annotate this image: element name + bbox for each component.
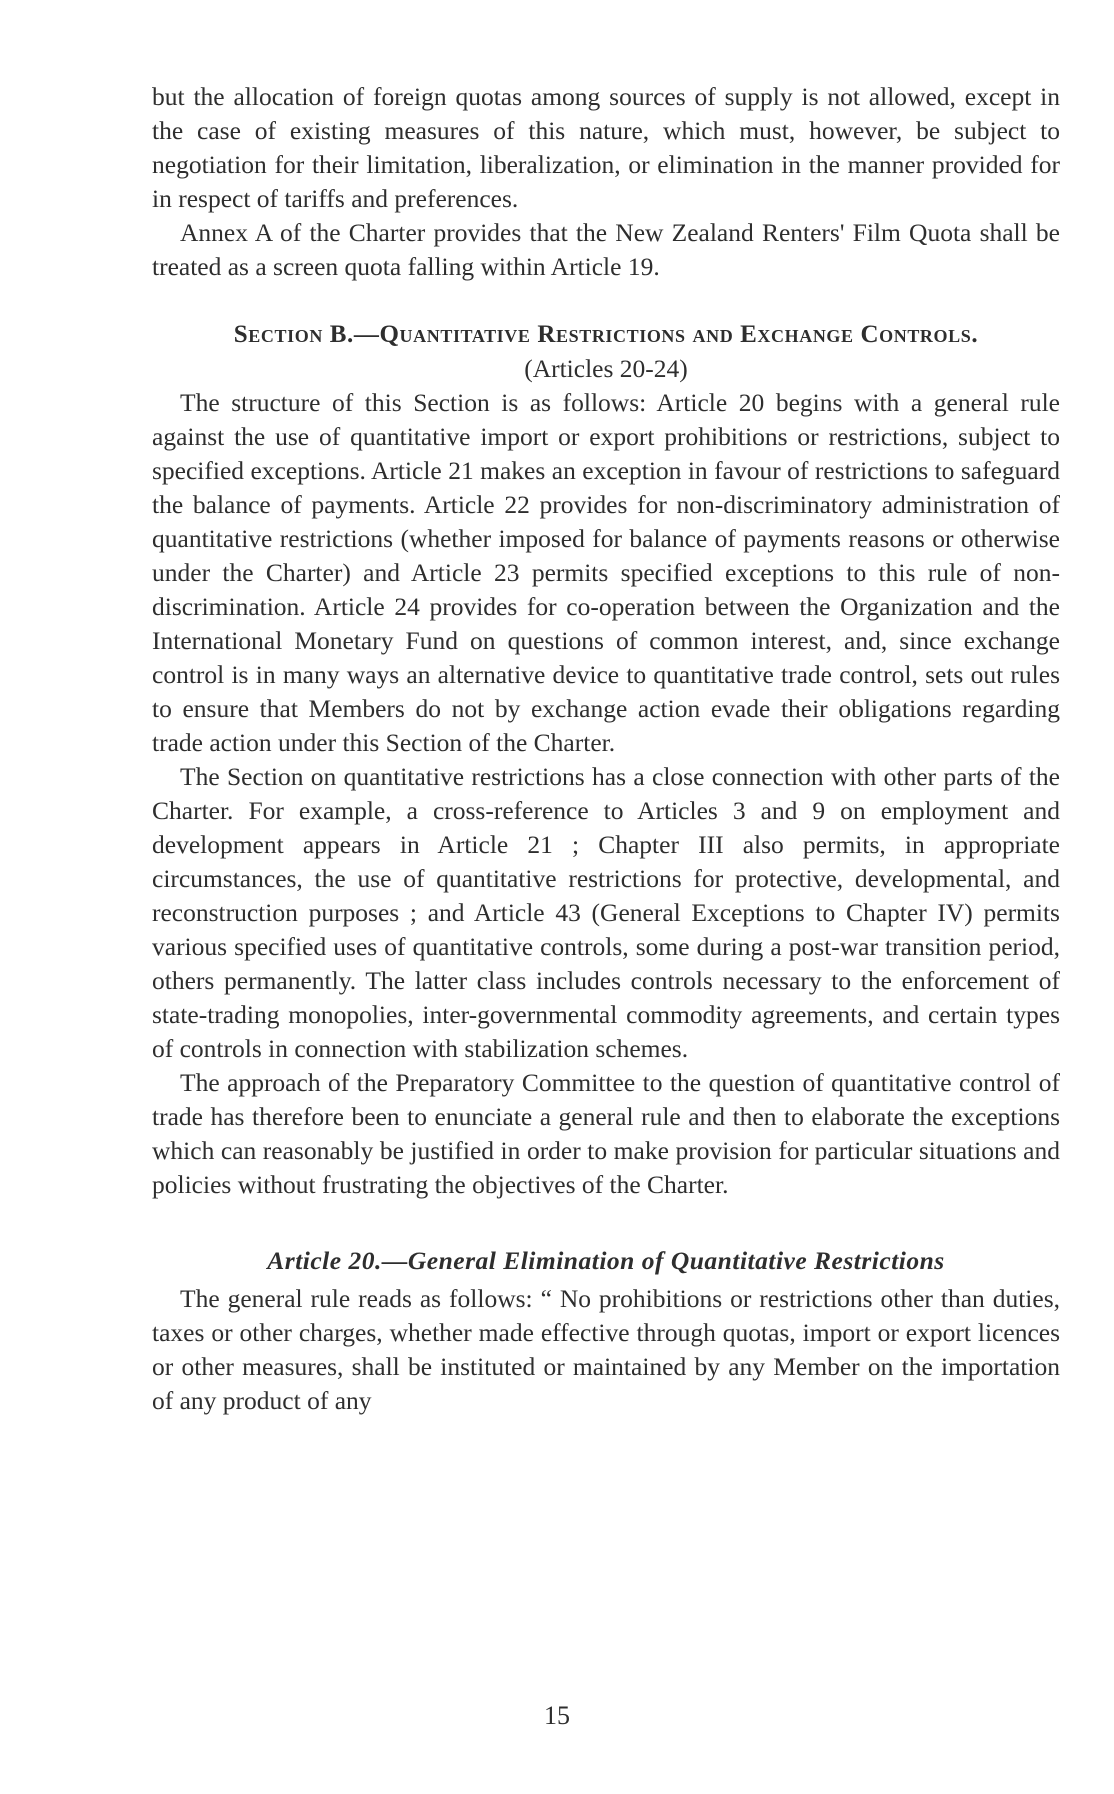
article-paragraph-general-rule: The general rule reads as follows: “ No prohibitions or restrictions other than duties, taxes or other charges, whether made effective through quotas, import or export licences or other measures, shall be instituted or maintained by any Member on the importation of any product of any bbox=[152, 1284, 1060, 1415]
section-paragraph-structure: The structure of this Section is as follows: Article 20 begins with a general rule against the use of quantitative import or export prohibitions or restrictions, subject to specified exceptions. Article 21 makes an exception in favour of restrictions to safeguard the balance of payments. Article 22 provides for non-discriminatory administration of quantitative restrictions (whether imposed for balance of payments reasons or otherwise under the Charter) and Article 23 permits specified exceptions to this rule of non-discrimination. Article 24 provides for co-operation between the Organization and the International Monetary Fund on questions of common interest, and, since exchange control is in many ways an alternative device to quantitative trade control, sets out rules to ensure that Members do not by exchange action evade their obligations regarding trade action under this Section of the Charter. bbox=[152, 388, 1060, 757]
section-heading-text: Section B.—Quantitative Restrictions and Exchange Controls. bbox=[233, 321, 979, 348]
page-number: 15 bbox=[544, 1701, 570, 1730]
section-heading bbox=[152, 318, 1060, 352]
section-paragraph-connection: The Section on quantitative restrictions has a close connection with other parts of the Charter. For example, a cross-reference to Articles 3 and 9 on employment and development appears in Article 21 ; Chapter III also permits, in appropriate circumstances, the use of quantitative restrictions for protective, developmental, and reconstruction purposes ; and Article 43 (General Exceptions to Chapter IV) permits various specified uses of quantitative controls, some during a post-war transition period, others permanently. The latter class includes controls necessary to the enforcement of state-trading monopolies, inter-governmental commodity agreements, and certain types of controls in connection with stabilization schemes. bbox=[152, 762, 1060, 1063]
article-heading: Article 20.—General Elimination of Quantitative Restrictions bbox=[267, 1246, 945, 1275]
section-paragraph-approach: The approach of the Preparatory Committee to the question of quantitative control of trade has therefore been to enunciate a general rule and then to elaborate the exceptions which can reasonably be justified in order to make provision for particular situations and policies without frustrating the objectives of the Charter. bbox=[152, 1068, 1060, 1199]
document-page bbox=[152, 80, 1060, 1418]
intro-paragraph-annex: Annex A of the Charter provides that the New Zealand Renters' Film Quota shall be treated as a screen quota falling within Article 19. bbox=[152, 218, 1060, 281]
section-subheading: (Articles 20-24) bbox=[524, 354, 688, 383]
intro-paragraph-continued: but the allocation of foreign quotas among sources of supply is not allowed, except in the case of existing measures of this nature, which must, however, be subject to negotiation for their limitation, liberalization, or elimination in the manner provided for in respect of tariffs and preferences. bbox=[152, 82, 1060, 213]
